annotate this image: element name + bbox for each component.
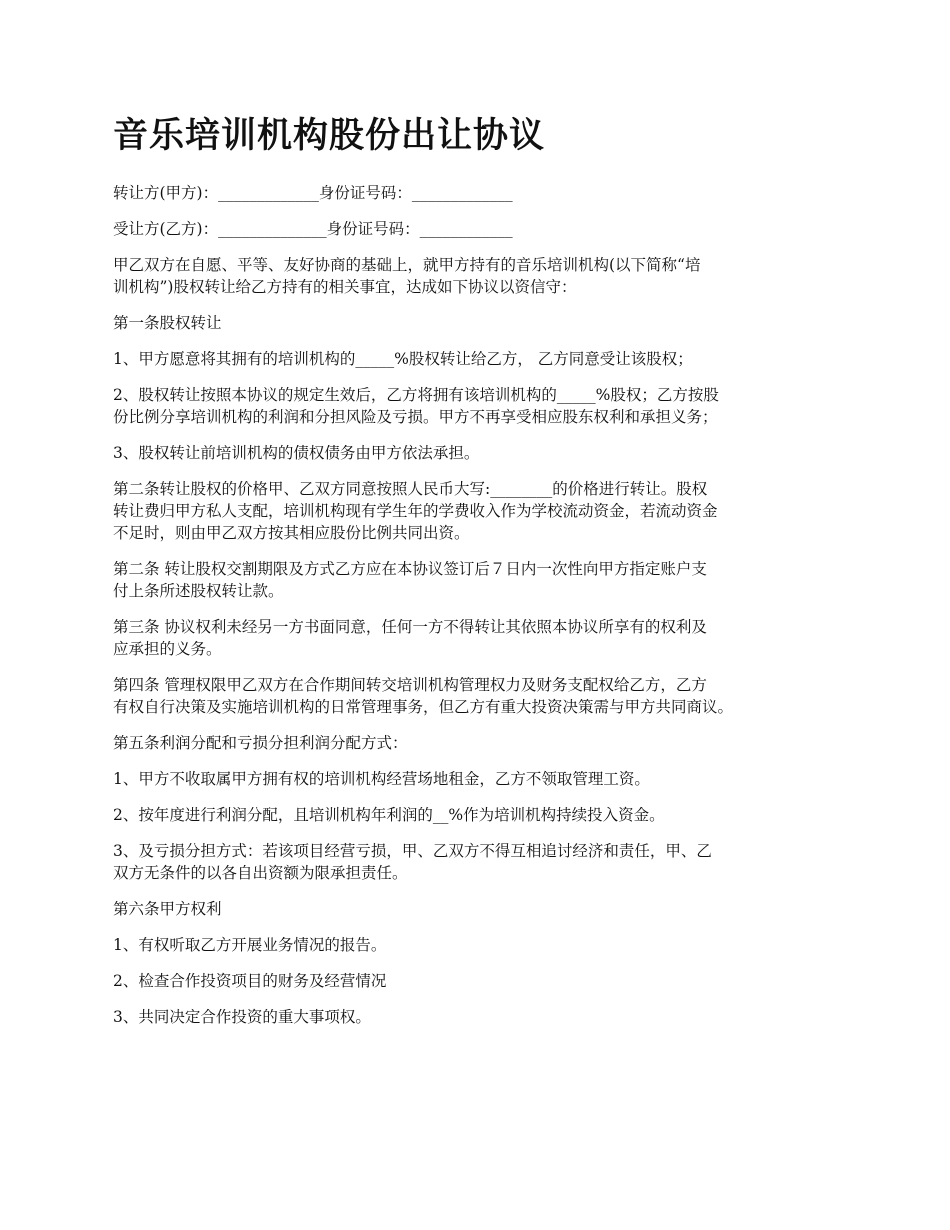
- text-line: 份比例分享培训机构的利润和分担风险及亏损。甲方不再享受相应股东权利和承担义务；: [113, 408, 718, 426]
- text-line: 2、按年度进行利润分配，且培训机构年利润的__%作为培训机构持续投入资金。: [113, 806, 665, 824]
- text-line: 不足时，则由甲乙双方按其相应股份比例共同出资。: [113, 524, 470, 542]
- text-line: 3、及亏损分担方式：若该项目经营亏损，甲、乙双方不得互相追讨经济和责任，甲、乙: [113, 842, 712, 860]
- clause-paragraph: [113, 312, 858, 334]
- document-body: [113, 182, 858, 1028]
- text-line: 第二条转让股权的价格甲、乙双方同意按照人民币大写:________的价格进行转让。股权: [113, 480, 708, 498]
- text-line: 受让方(乙方)：______________身份证号码：____________: [113, 220, 513, 238]
- text-line: 转让方(甲方)：_____________身份证号码：_____________: [113, 184, 513, 202]
- text-line: 1、甲方愿意将其拥有的培训机构的_____%股权转让给乙方， 乙方同意受让该股权；: [113, 350, 693, 368]
- clause-paragraph: [113, 934, 858, 956]
- clause-paragraph: [113, 442, 858, 464]
- text-line: 第三条 协议权利未经另一方书面同意，任何一方不得转让其依照本协议所享有的权利及: [113, 618, 707, 636]
- text-line: 1、有权听取乙方开展业务情况的报告。: [113, 936, 387, 954]
- clause-paragraph: [113, 768, 858, 790]
- text-line: 应承担的义务。: [113, 640, 222, 658]
- text-line: 第四条 管理权限甲乙双方在合作期间转交培训机构管理权力及财务支配权给乙方，乙方: [113, 676, 707, 694]
- clause-paragraph: [113, 348, 858, 370]
- clause-paragraph: [113, 218, 858, 240]
- clause-paragraph: [113, 1006, 858, 1028]
- text-line: 训机构”)股权转让给乙方持有的相关事宜，达成如下协议以资信守：: [113, 278, 577, 296]
- document-page: [113, 112, 858, 1042]
- clause-paragraph: [113, 804, 858, 826]
- clause-paragraph: [113, 384, 858, 428]
- text-line: 第六条甲方权利: [113, 900, 222, 918]
- text-line: 2、检查合作投资项目的财务及经营情况: [113, 972, 387, 990]
- clause-paragraph: [113, 558, 858, 602]
- text-line: 双方无条件的以各自出资额为限承担责任。: [113, 864, 408, 882]
- clause-paragraph: [113, 732, 858, 754]
- clause-paragraph: [113, 898, 858, 920]
- clause-paragraph: [113, 674, 858, 718]
- text-line: 1、甲方不收取属甲方拥有权的培训机构经营场地租金，乙方不领取管理工资。: [113, 770, 650, 788]
- text-line: 第二条 转让股权交割期限及方式乙方应在本协议签订后７日内一次性向甲方指定账户支: [113, 560, 707, 578]
- clause-paragraph: [113, 840, 858, 884]
- text-line: 3、共同决定合作投资的重大事项权。: [113, 1008, 371, 1026]
- clause-paragraph: [113, 182, 858, 204]
- text-line: 2、股权转让按照本协议的规定生效后，乙方将拥有该培训机构的_____%股权；乙方按股: [113, 386, 719, 404]
- clause-paragraph: [113, 616, 858, 660]
- clause-paragraph: [113, 254, 858, 298]
- text-line: 第一条股权转让: [113, 314, 222, 332]
- text-line: 甲乙双方在自愿、平等、友好协商的基础上，就甲方持有的音乐培训机构(以下简称“培: [113, 256, 701, 274]
- clause-paragraph: [113, 478, 858, 544]
- document-title: 音乐培训机构股份出让协议: [113, 115, 546, 156]
- text-line: 付上条所述股权转让款。: [113, 582, 284, 600]
- clause-paragraph: [113, 970, 858, 992]
- text-line: 有权自行决策及实施培训机构的日常管理事务，但乙方有重大投资决策需与甲方共同商议。: [113, 698, 734, 716]
- text-line: 第五条利润分配和亏损分担利润分配方式：: [113, 734, 408, 752]
- text-line: 3、股权转让前培训机构的债权债务由甲方依法承担。: [113, 444, 480, 462]
- text-line: 转让费归甲方私人支配，培训机构现有学生年的学费收入作为学校流动资金，若流动资金: [113, 502, 718, 520]
